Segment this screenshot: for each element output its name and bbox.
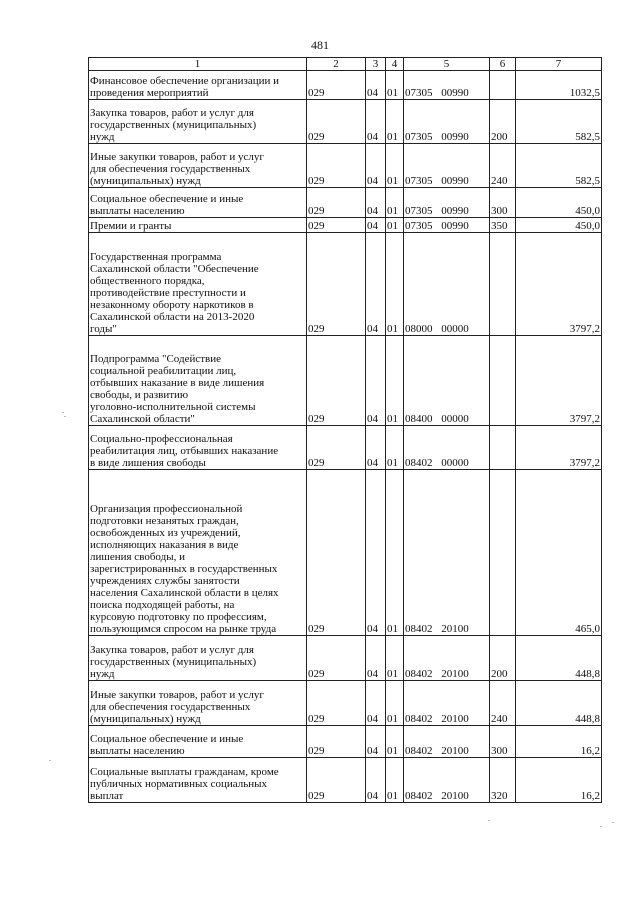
header-row (89, 58, 602, 71)
code-target: 07305 00990 (404, 188, 490, 218)
code-section: 04 (366, 144, 386, 188)
code-admin: 029 (307, 470, 366, 636)
code-section: 04 (366, 233, 386, 336)
code-subsection: 01 (386, 144, 404, 188)
code-admin: 029 (307, 144, 366, 188)
header-col-4: 4 (386, 58, 404, 71)
code-admin: 029 (307, 71, 366, 100)
code-subsection: 01 (386, 71, 404, 100)
code-subsection: 01 (386, 188, 404, 218)
code-admin: 029 (307, 758, 366, 803)
code-admin: 029 (307, 726, 366, 758)
code-target: 08402 20100 (404, 726, 490, 758)
row-name: Организация профессиональной подготовки незанятых граждан, освобожденных из учреждений, исполняющих наказания в виде лишения свободы, и зарегистрированных в государственных учреждениях службы занятости населения Сахалинской области в целях поиска подходящей работы, на курсовую подготовку по профессиям, пользующимся спросом на рынке труда (89, 470, 307, 636)
code-section: 04 (366, 71, 386, 100)
code-expense-type: 200 (490, 100, 516, 144)
code-expense-type (490, 71, 516, 100)
row-name: Премии и гранты (89, 218, 307, 233)
code-expense-type: 240 (490, 681, 516, 726)
table-row (89, 726, 602, 758)
code-subsection: 01 (386, 758, 404, 803)
code-target: 08402 20100 (404, 681, 490, 726)
code-section: 04 (366, 218, 386, 233)
amount: 3797,2 (516, 426, 602, 470)
code-section: 04 (366, 681, 386, 726)
code-target: 08402 20100 (404, 758, 490, 803)
budget-table (88, 57, 602, 803)
page-number: 481 (311, 38, 329, 52)
code-subsection: 01 (386, 100, 404, 144)
code-subsection: 01 (386, 336, 404, 426)
amount: 3797,2 (516, 233, 602, 336)
code-section: 04 (366, 426, 386, 470)
row-name: Финансовое обеспечение организации и проведения мероприятий (89, 71, 307, 100)
code-section: 04 (366, 636, 386, 681)
code-target: 08402 20100 (404, 470, 490, 636)
code-admin: 029 (307, 336, 366, 426)
table-row (89, 336, 602, 426)
amount: 1032,5 (516, 71, 602, 100)
amount: 465,0 (516, 470, 602, 636)
code-subsection: 01 (386, 470, 404, 636)
table-row (89, 71, 602, 100)
code-subsection: 01 (386, 426, 404, 470)
code-admin: 029 (307, 188, 366, 218)
amount: 3797,2 (516, 336, 602, 426)
code-section: 04 (366, 336, 386, 426)
amount: 450,0 (516, 188, 602, 218)
table-row (89, 758, 602, 803)
code-admin: 029 (307, 100, 366, 144)
row-name: Иные закупки товаров, работ и услуг для обеспечения государственных (муниципальных) нужд (89, 681, 307, 726)
code-target: 08000 00000 (404, 233, 490, 336)
code-expense-type: 300 (490, 188, 516, 218)
code-expense-type (490, 336, 516, 426)
row-name: Социальное обеспечение и иные выплаты населению (89, 726, 307, 758)
code-admin: 029 (307, 218, 366, 233)
code-expense-type: 350 (490, 218, 516, 233)
table-row (89, 470, 602, 636)
code-subsection: 01 (386, 726, 404, 758)
code-section: 04 (366, 470, 386, 636)
amount: 16,2 (516, 758, 602, 803)
table-row (89, 426, 602, 470)
amount: 582,5 (516, 100, 602, 144)
header-col-5: 5 (404, 58, 490, 71)
row-name: Социальные выплаты гражданам, кроме публичных нормативных социальных выплат (89, 758, 307, 803)
header-col-2: 2 (307, 58, 366, 71)
header-col-1: 1 (89, 58, 307, 71)
table-row (89, 188, 602, 218)
code-target: 08400 00000 (404, 336, 490, 426)
code-subsection: 01 (386, 233, 404, 336)
header-col-7: 7 (516, 58, 602, 71)
header-col-3: 3 (366, 58, 386, 71)
code-section: 04 (366, 100, 386, 144)
code-section: 04 (366, 188, 386, 218)
table-row (89, 636, 602, 681)
code-admin: 029 (307, 233, 366, 336)
row-name: Социально-профессиональная реабилитация лиц, отбывших наказание в виде лишения свободы (89, 426, 307, 470)
table-row (89, 681, 602, 726)
code-subsection: 01 (386, 636, 404, 681)
header-col-6: 6 (490, 58, 516, 71)
row-name: Социальное обеспечение и иные выплаты населению (89, 188, 307, 218)
code-target: 07305 00990 (404, 71, 490, 100)
code-section: 04 (366, 758, 386, 803)
code-expense-type (490, 426, 516, 470)
code-target: 07305 00990 (404, 218, 490, 233)
code-admin: 029 (307, 681, 366, 726)
code-expense-type: 200 (490, 636, 516, 681)
row-name: Закупка товаров, работ и услуг для государственных (муниципальных) нужд (89, 100, 307, 144)
code-expense-type: 300 (490, 726, 516, 758)
amount: 450,0 (516, 218, 602, 233)
code-target: 08402 00000 (404, 426, 490, 470)
code-expense-type: 240 (490, 144, 516, 188)
code-expense-type: 320 (490, 758, 516, 803)
amount: 582,5 (516, 144, 602, 188)
code-subsection: 01 (386, 681, 404, 726)
table-row (89, 144, 602, 188)
code-expense-type (490, 233, 516, 336)
table-row (89, 233, 602, 336)
row-name: Подпрограмма "Содействие социальной реабилитации лиц, отбывших наказание в виде лишения свободы, и развитию уголовно-исполнительной системы Сахалинской области" (89, 336, 307, 426)
row-name: Закупка товаров, работ и услуг для государственных (муниципальных) нужд (89, 636, 307, 681)
code-expense-type (490, 470, 516, 636)
table-row (89, 100, 602, 144)
row-name: Государственная программа Сахалинской области "Обеспечение общественного порядка, противодействие преступности и незаконному обороту наркотиков в Сахалинской области на 2013-2020 годы" (89, 233, 307, 336)
amount: 448,8 (516, 636, 602, 681)
code-target: 08402 20100 (404, 636, 490, 681)
amount: 448,8 (516, 681, 602, 726)
table-row (89, 218, 602, 233)
row-name: Иные закупки товаров, работ и услуг для обеспечения государственных (муниципальных) нужд (89, 144, 307, 188)
code-target: 07305 00990 (404, 100, 490, 144)
code-section: 04 (366, 726, 386, 758)
code-subsection: 01 (386, 218, 404, 233)
amount: 16,2 (516, 726, 602, 758)
code-admin: 029 (307, 636, 366, 681)
code-target: 07305 00990 (404, 144, 490, 188)
code-admin: 029 (307, 426, 366, 470)
